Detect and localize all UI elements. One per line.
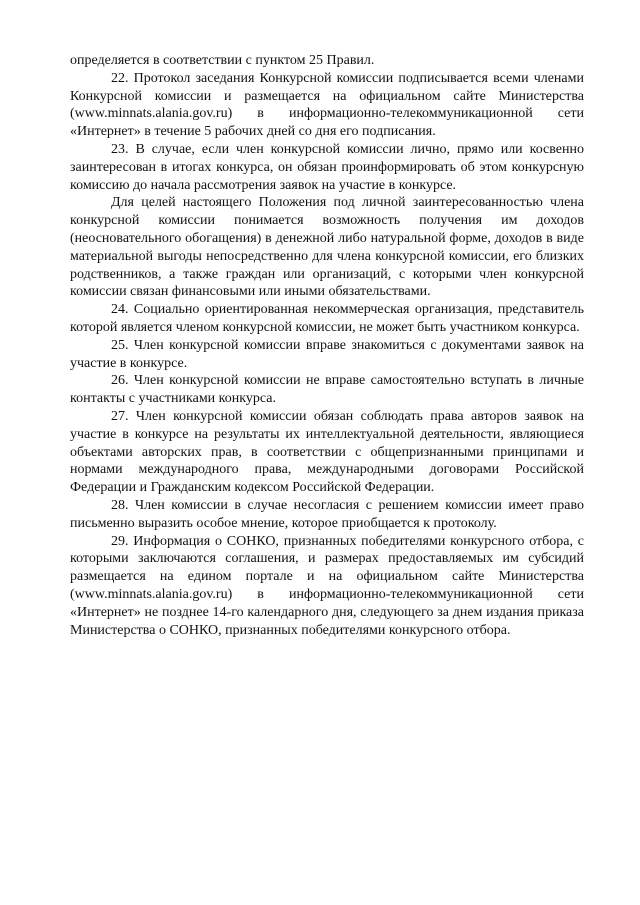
paragraph-23: 23. В случае, если член конкурсной комиссии лично, прямо или косвенно заинтересован в итогах конкурса, он обязан проинформировать об этом конкурсную комиссию до начала рассмотрения заявок на участие в конкурсе.	[70, 141, 584, 193]
paragraph-28: 28. Член комиссии в случае несогласия с решением комиссии имеет право письменно выразить особое мнение, которое приобщается к протоколу.	[70, 497, 584, 531]
paragraph-22: 22. Протокол заседания Конкурсной комиссии подписывается всеми членами Конкурсной комиссии и размещается на официальном сайте Министерства (www.minnats.alania.gov.ru) в информационно-телекоммуникационной сети «Интернет» в течение 5 рабочих дней со дня его подписания.	[70, 70, 584, 140]
paragraph-continuation: определяется в соответствии с пунктом 25 Правил.	[70, 53, 375, 68]
paragraph-23-definition: Для целей настоящего Положения под личной заинтересованностью члена конкурсной комиссии понимается возможность получения им доходов (неосновательного обогащения) в денежной либо натуральной форме, доходов в виде материальной выгоды непосредственно для члена конкурсной комиссии, его близких родственников, а также граждан или организаций, с которыми член конкурсной комиссии связан финансовыми или иными обязательствами.	[70, 195, 584, 300]
paragraph-27: 27. Член конкурсной комиссии обязан соблюдать права авторов заявок на участие в конкурсе на результаты их интеллектуальной деятельности, являющиеся объектами авторских прав, в соответствии с общепризнанными принципами и нормами международного права, международными договорами Российской Федерации и Гражданским кодексом Российской Федерации.	[70, 408, 584, 496]
paragraph-24: 24. Социально ориентированная некоммерческая организация, представитель которой является членом конкурсной комиссии, не может быть участником конкурса.	[70, 302, 584, 335]
paragraph-25: 25. Член конкурсной комиссии вправе знакомиться с документами заявок на участие в конкурсе.	[70, 337, 584, 371]
paragraph-29: 29. Информация о СОНКО, признанных победителями конкурсного отбора, с которыми заключаются соглашения, и размерах предоставляемых им субсидий размещается на едином портале и на официальном сайте Министерства (www.minnats.alania.gov.ru) в информационно-телекоммуникационной сети «Интернет» не позднее 14-го календарного дня, следующего за днем издания приказа Министерства о СОНКО, признанных победителями конкурсного отбора.	[70, 533, 584, 638]
paragraph-26: 26. Член конкурсной комиссии не вправе самостоятельно вступать в личные контакты с участниками конкурса.	[70, 373, 584, 407]
